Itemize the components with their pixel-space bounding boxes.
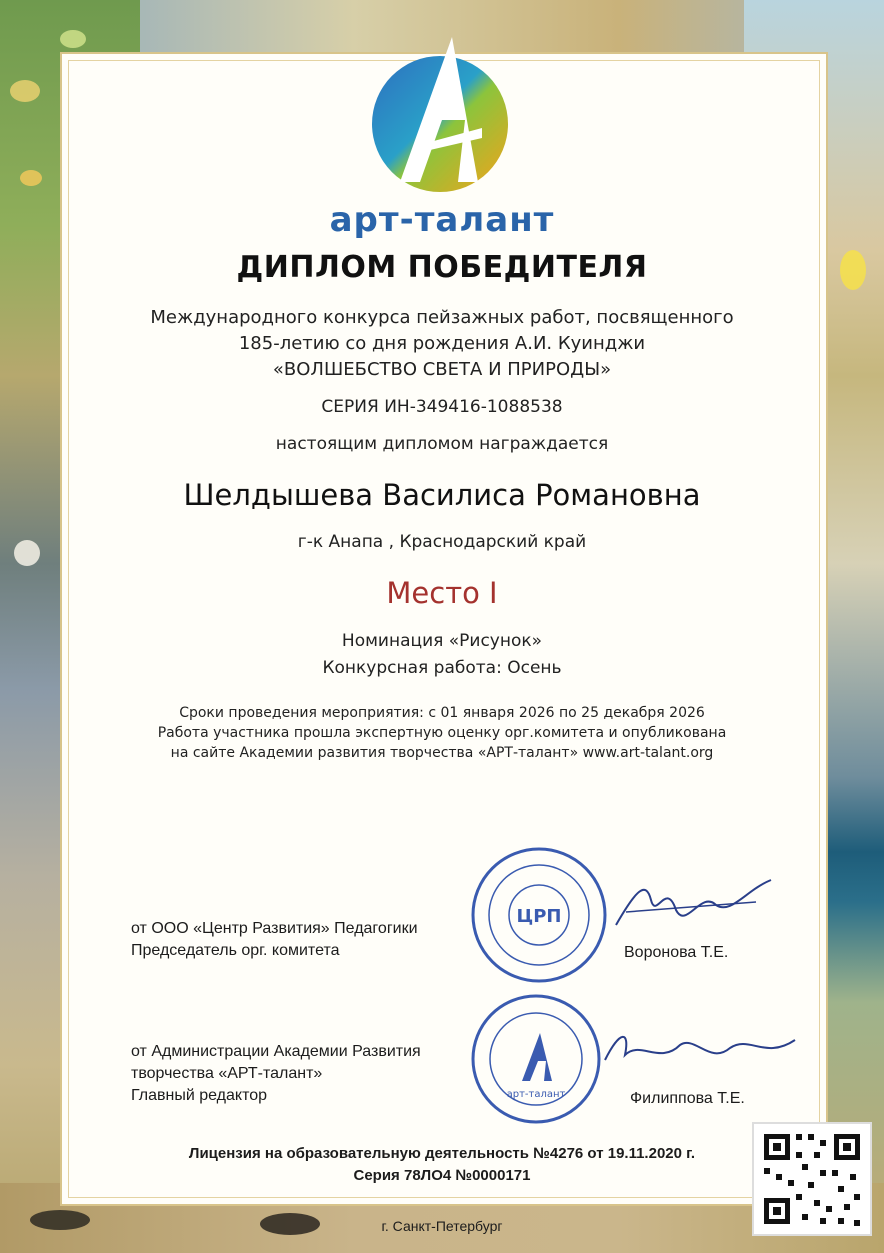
issue-city: г. Санкт-Петербург xyxy=(381,1218,503,1234)
nomination: Номинация «Рисунок» xyxy=(341,631,543,651)
contest-work: Конкурсная работа: Осень xyxy=(322,658,562,678)
description-line: 185-летию со дня рождения А.И. Куинджи xyxy=(238,333,646,354)
signature-block-2 xyxy=(131,1041,421,1107)
art-talant-logo-icon xyxy=(370,32,510,194)
description-line: Международного конкурса пейзажных работ, посвященного xyxy=(150,307,734,328)
license-info xyxy=(130,1143,754,1187)
place-award: Место I xyxy=(386,576,498,610)
crp-stamp-icon xyxy=(470,846,608,984)
info-line: на сайте Академии развития творчества «АРТ-талант» www.art-talant.org xyxy=(170,745,714,761)
series-number: СЕРИЯ ИН-349416-1088538 xyxy=(321,397,563,417)
event-info xyxy=(0,703,884,763)
art-talant-stamp-icon xyxy=(470,993,602,1125)
stamp-text: арт-талант xyxy=(506,1089,566,1100)
signature-block-1 xyxy=(131,918,418,962)
diploma-title: ДИПЛОМ ПОБЕДИТЕЛЯ xyxy=(236,250,648,285)
awarded-text: настоящим дипломом награждается xyxy=(275,434,609,454)
signatory-org: от ООО «Центр Развития» Педагогики xyxy=(131,920,418,937)
signatory-org: от Администрации Академии Развития xyxy=(131,1043,421,1060)
signatory-role: Председатель орг. комитета xyxy=(131,942,340,959)
signatory-name: Воронова Т.Е. xyxy=(624,944,729,961)
signatory-name: Филиппова Т.Е. xyxy=(630,1090,745,1107)
description-line: «ВОЛШЕБСТВО СВЕТА И ПРИРОДЫ» xyxy=(272,359,612,380)
signatory-org: творчества «АРТ-талант» xyxy=(131,1065,323,1082)
contest-description xyxy=(120,305,764,383)
info-line: Сроки проведения мероприятия: с 01 января 2026 по 25 декабря 2026 xyxy=(179,705,705,721)
signature-icon xyxy=(600,1020,800,1080)
info-line: Работа участника прошла экспертную оценку орг.комитета и опубликована xyxy=(157,725,727,741)
license-line: Серия 78ЛО4 №0000171 xyxy=(353,1167,531,1184)
recipient-name: Шелдышева Василиса Романовна xyxy=(183,478,701,512)
signatory-role: Главный редактор xyxy=(131,1087,268,1104)
qr-code-icon xyxy=(752,1122,872,1236)
stamp-text: ЦРП xyxy=(516,906,562,927)
nomination-block xyxy=(0,628,884,682)
signature-icon xyxy=(606,870,776,950)
recipient-location: г-к Анапа , Краснодарский край xyxy=(297,532,587,552)
license-line: Лицензия на образовательную деятельность №4276 от 19.11.2020 г. xyxy=(188,1145,696,1162)
brand-name: арт-талант xyxy=(329,200,555,240)
